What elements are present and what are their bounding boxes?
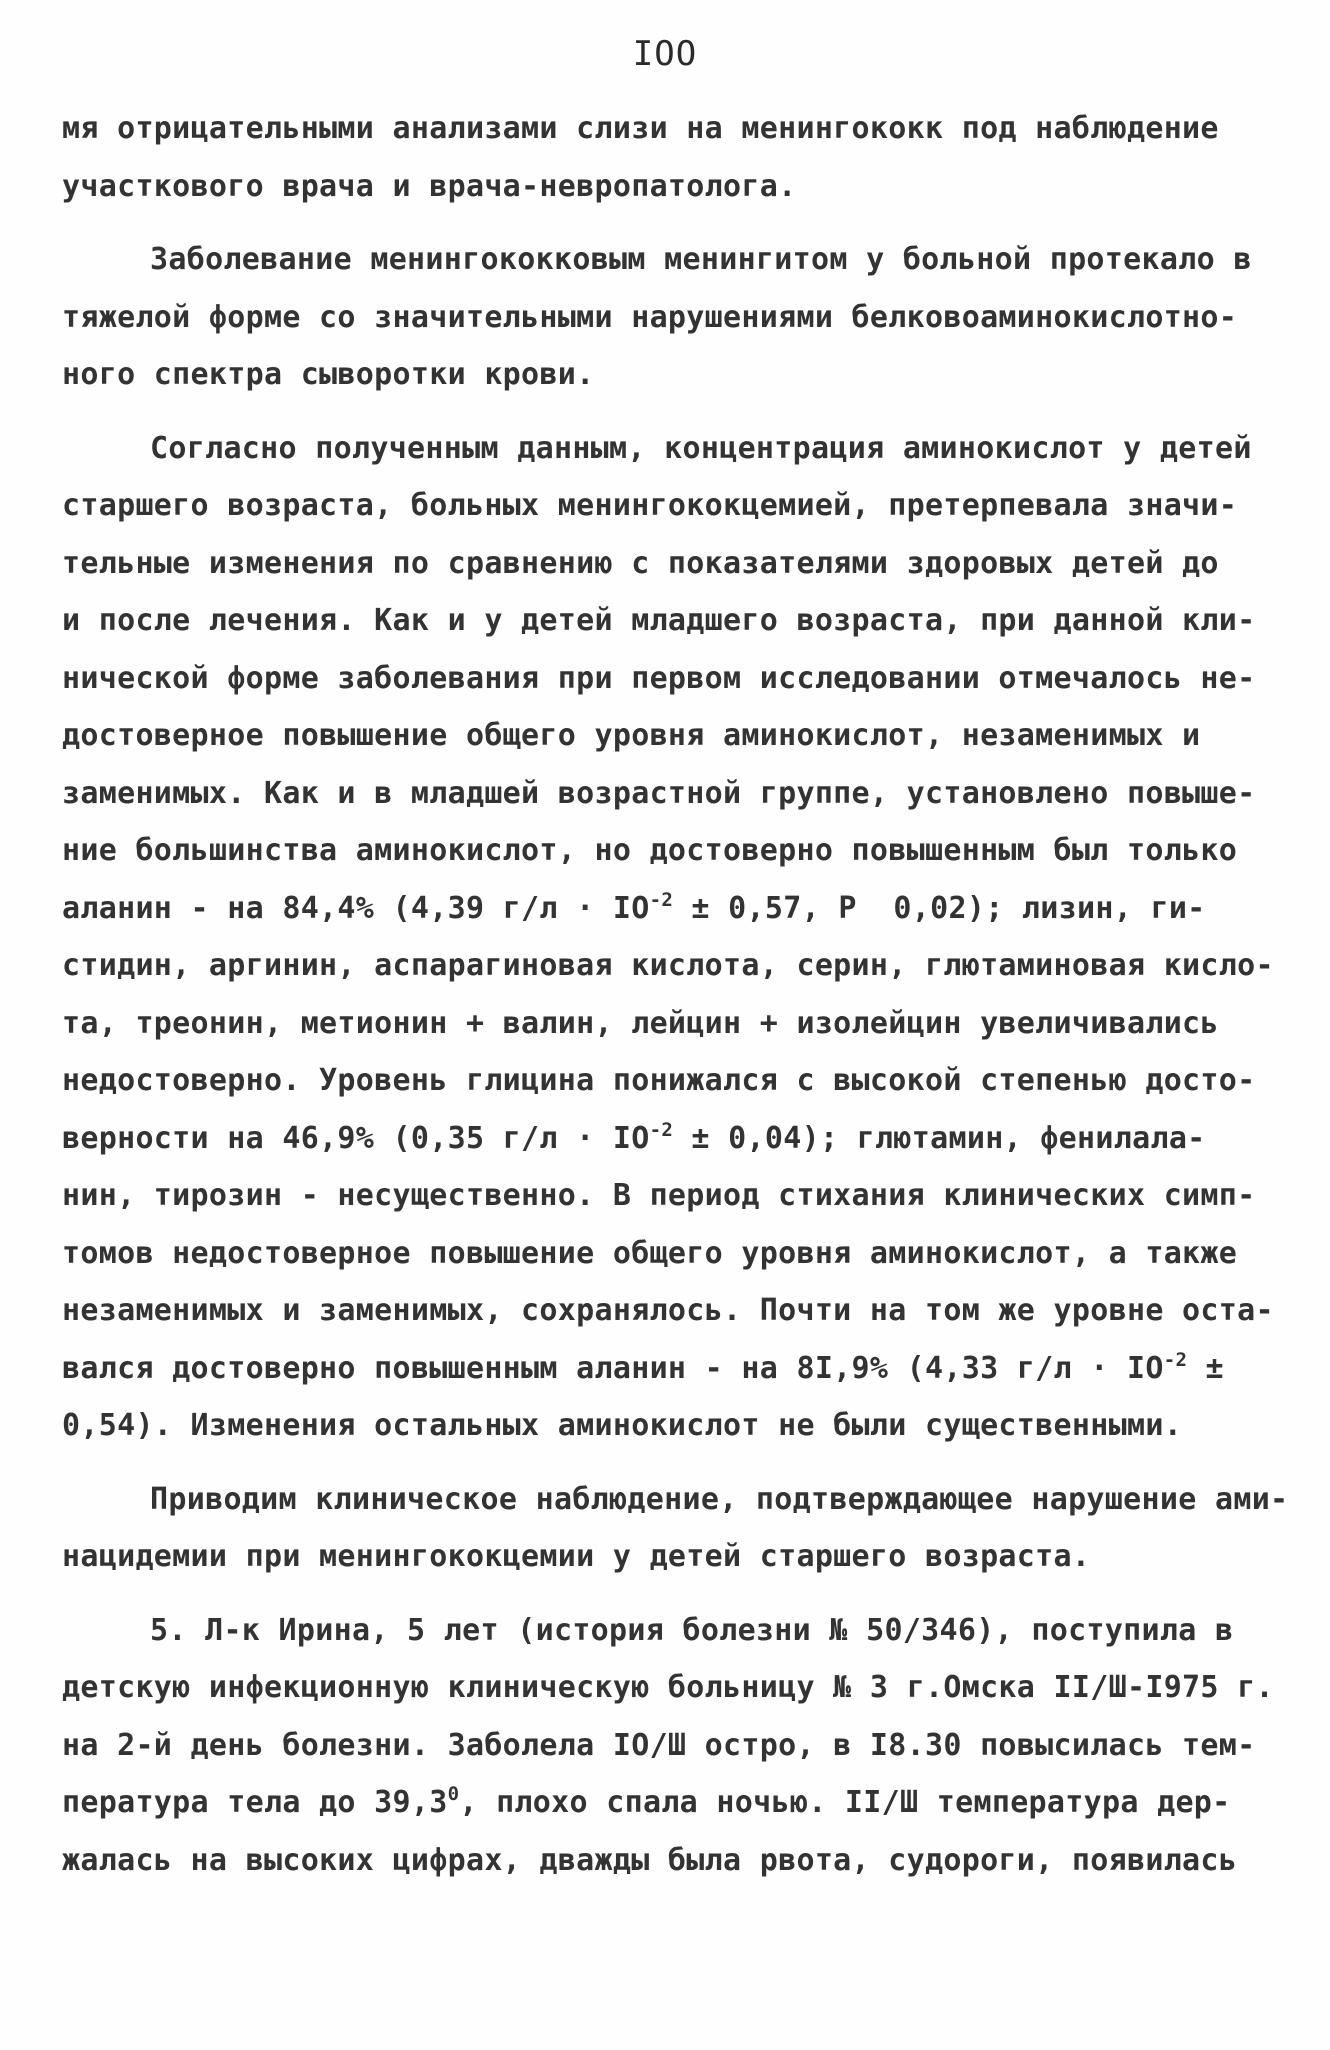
text-line: жалась на высоких цифрах, дважды была рвота, судороги, появилась bbox=[62, 1842, 1238, 1878]
paragraph bbox=[62, 1471, 1289, 1586]
paragraph bbox=[62, 100, 1262, 215]
text-line: та, треонин, метионин + валин, лейцин + изолейцин увеличивались bbox=[62, 1005, 1219, 1041]
text-line: верности на 46,9% (0,35 $г/л \cdot IO^{-2} \pm 0,04$); глютамин, фенилала- bbox=[62, 1118, 1206, 1156]
body-text bbox=[62, 100, 1289, 1889]
text-line: мя отрицательными анализами слизи на менингококк под наблюдение bbox=[62, 111, 1219, 146]
text-line: стидин, аргинин, аспарагиновая кислота, серин, глютаминовая кисло- bbox=[62, 948, 1274, 983]
text-line: нацидемии при менингококцемии у детей старшего возраста. bbox=[62, 1539, 1091, 1574]
text-line: нической форме заболевания при первом исследовании отмечалось не- bbox=[62, 660, 1256, 696]
text-line: 0,54). Изменения остальных аминокислот не были существенными. bbox=[62, 1408, 1183, 1443]
text-line: Приводим клиническое наблюдение, подтверждающее нарушение ами- bbox=[150, 1481, 1289, 1517]
paragraph bbox=[62, 1602, 1274, 1890]
text-line: достоверное повышение общего уровня аминокислот, незаменимых и bbox=[62, 718, 1201, 753]
text-line: заменимых. Как и в младшей возрастной группе, установлено повыше- bbox=[62, 775, 1256, 811]
text-line: вался достоверно повышенным аланин - на 8I,9% (4,33 $г/л \cdot IO^{-2}$ ± bbox=[62, 1348, 1224, 1386]
text-line: участкового врача и врача-невропатолога. bbox=[62, 168, 797, 204]
text-line: тельные изменения по сравнению с показателями здоровых детей до bbox=[62, 545, 1219, 581]
text-line: и после лечения. Как и у детей младшего возраста, при данной кли- bbox=[62, 603, 1256, 638]
text-line: Заболевание менингококковым менингитом у больной протекало в bbox=[150, 242, 1252, 277]
text-line: на 2-й день болезни. Заболела IO/Ш остро, в I8.30 повысилась тем- bbox=[62, 1727, 1256, 1763]
text-line: недостоверно. Уровень глицина понижался с высокой степенью досто- bbox=[62, 1063, 1256, 1098]
paragraph bbox=[62, 420, 1274, 1455]
text-line: Согласно полученным данным, концентрация аминокислот у детей bbox=[150, 430, 1252, 466]
text-line: незаменимых и заменимых, сохранялось. Почти на том же уровне оста- bbox=[62, 1293, 1274, 1328]
page-number: IOO bbox=[632, 34, 698, 74]
text-line: тяжелой форме со значительными нарушениями белковоаминокислотно- bbox=[62, 299, 1238, 335]
paragraph bbox=[62, 231, 1262, 404]
text-line: томов недостоверное повышение общего уровня аминокислот, а также bbox=[62, 1235, 1238, 1271]
text-line: пература тела до 39,3$^0$, плохо спала ночью. II/Ш температура дер- bbox=[62, 1783, 1231, 1820]
text-line: детскую инфекционную клиническую больницу № 3 г.Омска II/Ш-I975 г. bbox=[62, 1670, 1274, 1705]
text-line: нин, тирозин - несущественно. В период стихания клинических симп- bbox=[62, 1178, 1256, 1213]
text-line: ного спектра сыворотки крови. bbox=[62, 357, 595, 392]
text-line: ние большинства аминокислот, но достоверно повышенным был только bbox=[62, 833, 1238, 868]
text-line: аланин - на 84,4% (4,39 $г/л \cdot IO^{-2} \pm 0,57$, Р 0,02); лизин, ги- bbox=[62, 888, 1206, 926]
text-line: старшего возраста, больных менингококцемией, претерпевала значи- bbox=[62, 488, 1238, 523]
text-line: 5. Л-к Ирина, 5 лет (история болезни № 50/346), поступила в bbox=[150, 1612, 1234, 1648]
